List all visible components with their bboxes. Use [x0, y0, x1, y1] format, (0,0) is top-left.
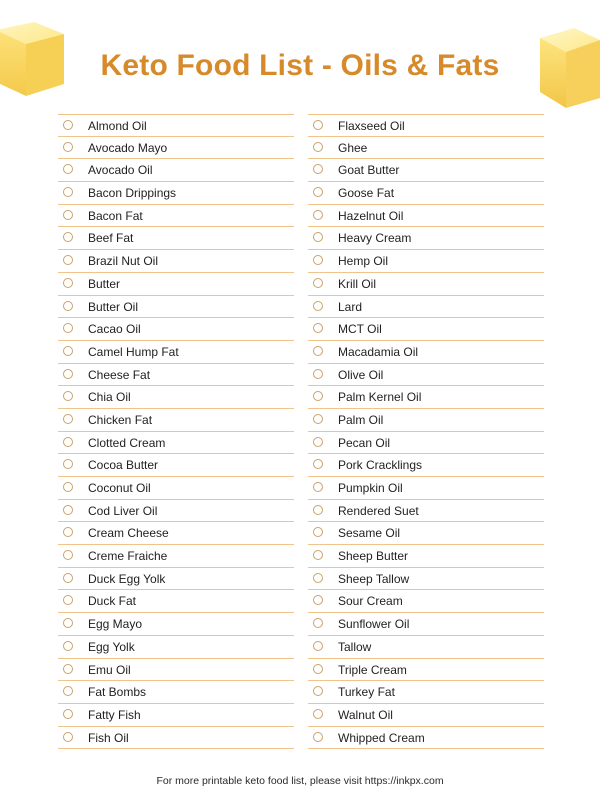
list-item [58, 386, 294, 409]
list-item [308, 250, 544, 273]
checkbox-circle[interactable] [313, 346, 323, 356]
list-item-label: Fatty Fish [88, 707, 141, 722]
list-item [308, 704, 544, 727]
list-item-label: Lard [338, 299, 363, 314]
list-item-label: Cheese Fat [88, 367, 151, 382]
list-item [58, 545, 294, 568]
list-item [308, 227, 544, 250]
list-item [308, 114, 544, 137]
list-item-label: Palm Kernel Oil [338, 390, 422, 405]
checkbox-circle[interactable] [313, 573, 323, 583]
list-item [58, 659, 294, 682]
food-list-right-column [308, 114, 544, 749]
checkbox-circle[interactable] [313, 210, 323, 220]
list-item-label: Avocado Mayo [88, 140, 168, 155]
checkbox-circle[interactable] [313, 187, 323, 197]
list-item-label: Cocoa Butter [88, 458, 159, 473]
list-item-label: Sunflower Oil [338, 617, 410, 632]
list-item [308, 500, 544, 523]
list-item-label: Ghee [338, 140, 368, 155]
list-item-label: Bacon Fat [88, 208, 143, 223]
list-item-label: Hemp Oil [338, 254, 389, 269]
checkbox-circle[interactable] [63, 210, 73, 220]
checkbox-circle[interactable] [63, 369, 73, 379]
list-item [308, 590, 544, 613]
page-title: Keto Food List - Oils & Fats [100, 49, 500, 82]
list-item-label: Sheep Tallow [338, 571, 410, 586]
list-item-label: Egg Mayo [88, 617, 143, 632]
list-item [58, 318, 294, 341]
checkbox-circle[interactable] [313, 142, 323, 152]
checkbox-circle[interactable] [313, 709, 323, 719]
list-item-label: Cream Cheese [88, 526, 169, 541]
checkbox-circle[interactable] [313, 301, 323, 311]
list-item-label: Flaxseed Oil [338, 119, 405, 133]
list-item-label: Whipped Cream [338, 730, 425, 745]
checkbox-circle[interactable] [313, 414, 323, 424]
checkbox-circle[interactable] [63, 391, 73, 401]
checkbox-circle[interactable] [313, 595, 323, 605]
checkbox-circle[interactable] [313, 482, 323, 492]
checkbox-circle[interactable] [313, 120, 323, 130]
list-item-label: Olive Oil [338, 367, 384, 382]
list-item [308, 568, 544, 591]
list-item [308, 296, 544, 319]
checkbox-circle[interactable] [63, 527, 73, 537]
list-item-label: Hazelnut Oil [338, 208, 404, 223]
list-item [58, 727, 294, 750]
list-item [58, 568, 294, 591]
list-item [308, 182, 544, 205]
checkbox-circle[interactable] [63, 595, 73, 605]
list-item-label: Egg Yolk [88, 639, 135, 654]
checkbox-circle[interactable] [63, 709, 73, 719]
list-item [308, 386, 544, 409]
checkbox-circle[interactable] [313, 255, 323, 265]
list-item-label: Cacao Oil [88, 322, 141, 337]
checkbox-circle[interactable] [313, 391, 323, 401]
list-item [58, 250, 294, 273]
checkbox-circle[interactable] [63, 459, 73, 469]
list-item [58, 296, 294, 319]
list-item [308, 205, 544, 228]
list-item-label: Tallow [338, 639, 372, 654]
list-item-label: Pecan Oil [338, 435, 391, 450]
list-item [308, 432, 544, 455]
list-item [58, 681, 294, 704]
list-item-label: Goose Fat [338, 186, 395, 201]
list-item-label: Butter Oil [88, 299, 139, 314]
list-item-label: Krill Oil [338, 276, 376, 291]
checkbox-circle[interactable] [63, 187, 73, 197]
checkbox-circle[interactable] [63, 550, 73, 560]
list-item-label: Bacon Drippings [88, 186, 177, 201]
list-item [58, 364, 294, 387]
list-item-label: Almond Oil [88, 119, 147, 133]
list-item-label: Triple Cream [338, 662, 407, 677]
list-item [58, 432, 294, 455]
list-item-label: Duck Fat [88, 594, 137, 609]
list-item [58, 182, 294, 205]
list-item [58, 341, 294, 364]
list-item-label: Pumpkin Oil [338, 481, 403, 495]
list-item [58, 137, 294, 160]
list-item-label: Creme Fraiche [88, 549, 168, 564]
list-item [58, 454, 294, 477]
list-item-label: Turkey Fat [338, 685, 395, 700]
list-item-label: Chicken Fat [88, 412, 153, 427]
list-item-label: Palm Oil [338, 412, 384, 427]
list-item [308, 727, 544, 750]
checkbox-circle[interactable] [313, 550, 323, 560]
checkbox-circle[interactable] [63, 278, 73, 288]
checkbox-circle[interactable] [63, 255, 73, 265]
checkbox-circle[interactable] [313, 664, 323, 674]
list-item-label: Pork Cracklings [338, 458, 423, 473]
checkbox-circle[interactable] [63, 505, 73, 515]
list-item-label: Walnut Oil [338, 707, 393, 722]
list-item-label: Chia Oil [88, 390, 131, 405]
list-item [58, 114, 294, 137]
checkbox-circle[interactable] [313, 278, 323, 288]
checkbox-circle[interactable] [63, 164, 73, 174]
checkbox-circle[interactable] [63, 482, 73, 492]
list-item-label: Fish Oil [88, 730, 129, 745]
list-item-label: Fat Bombs [88, 685, 147, 700]
list-item-label: Duck Egg Yolk [88, 571, 166, 586]
checkbox-circle[interactable] [63, 346, 73, 356]
list-item [58, 522, 294, 545]
list-item [308, 636, 544, 659]
list-item-label: Sesame Oil [338, 526, 401, 541]
checkbox-circle[interactable] [313, 618, 323, 628]
list-item [308, 454, 544, 477]
list-item [58, 205, 294, 228]
checkbox-circle[interactable] [63, 142, 73, 152]
list-item [58, 159, 294, 182]
list-item [308, 659, 544, 682]
checkbox-circle[interactable] [313, 732, 323, 742]
checkbox-circle[interactable] [63, 437, 73, 447]
list-item [58, 273, 294, 296]
list-item-label: Heavy Cream [338, 231, 412, 246]
list-item-label: Rendered Suet [338, 503, 419, 518]
list-item-label: Clotted Cream [88, 435, 166, 450]
list-item-label: Sour Cream [338, 594, 403, 609]
checkbox-circle[interactable] [313, 641, 323, 651]
checkbox-circle[interactable] [63, 232, 73, 242]
checkbox-circle[interactable] [63, 641, 73, 651]
checkbox-circle[interactable] [63, 301, 73, 311]
checkbox-circle[interactable] [63, 120, 73, 130]
checkbox-circle[interactable] [63, 414, 73, 424]
list-item-label: Camel Hump Fat [88, 344, 179, 359]
list-item-label: Butter [88, 276, 121, 291]
list-item [58, 409, 294, 432]
list-item-label: Coconut Oil [88, 481, 151, 495]
checkbox-circle[interactable] [63, 323, 73, 333]
list-item-label: Beef Fat [88, 231, 134, 246]
list-item [308, 522, 544, 545]
checkbox-circle[interactable] [63, 573, 73, 583]
list-item [58, 500, 294, 523]
checkbox-circle[interactable] [63, 618, 73, 628]
list-item-label: Cod Liver Oil [88, 503, 158, 518]
list-item [58, 704, 294, 727]
list-item [308, 273, 544, 296]
list-item-label: Brazil Nut Oil [88, 254, 159, 269]
list-item [308, 409, 544, 432]
footer-note: For more printable keto food list, please visit https://inkpx.com [156, 775, 444, 787]
list-item [308, 137, 544, 160]
checkbox-circle[interactable] [313, 527, 323, 537]
checkbox-circle[interactable] [313, 686, 323, 696]
list-item [58, 477, 294, 500]
checkbox-circle[interactable] [313, 505, 323, 515]
list-item [58, 636, 294, 659]
list-item [308, 364, 544, 387]
checkbox-circle[interactable] [63, 664, 73, 674]
list-item [308, 681, 544, 704]
checkbox-circle[interactable] [313, 369, 323, 379]
checkbox-circle[interactable] [313, 232, 323, 242]
list-item [308, 545, 544, 568]
checkbox-circle[interactable] [313, 459, 323, 469]
list-item [58, 613, 294, 636]
checkbox-circle[interactable] [63, 732, 73, 742]
list-item [308, 318, 544, 341]
list-item-label: Goat Butter [338, 163, 400, 178]
list-item-label: Sheep Butter [338, 549, 409, 564]
list-item-label: Macadamia Oil [338, 344, 419, 359]
list-item [308, 613, 544, 636]
list-item [308, 477, 544, 500]
list-item [308, 159, 544, 182]
checkbox-circle[interactable] [313, 323, 323, 333]
checkbox-circle[interactable] [313, 437, 323, 447]
checkbox-circle[interactable] [313, 164, 323, 174]
food-list-left-column [58, 114, 294, 749]
list-item-label: Avocado Oil [88, 163, 153, 178]
list-item [308, 341, 544, 364]
checkbox-circle[interactable] [63, 686, 73, 696]
list-item [58, 227, 294, 250]
list-item-label: MCT Oil [338, 322, 382, 337]
list-item [58, 590, 294, 613]
list-item-label: Emu Oil [88, 662, 131, 677]
